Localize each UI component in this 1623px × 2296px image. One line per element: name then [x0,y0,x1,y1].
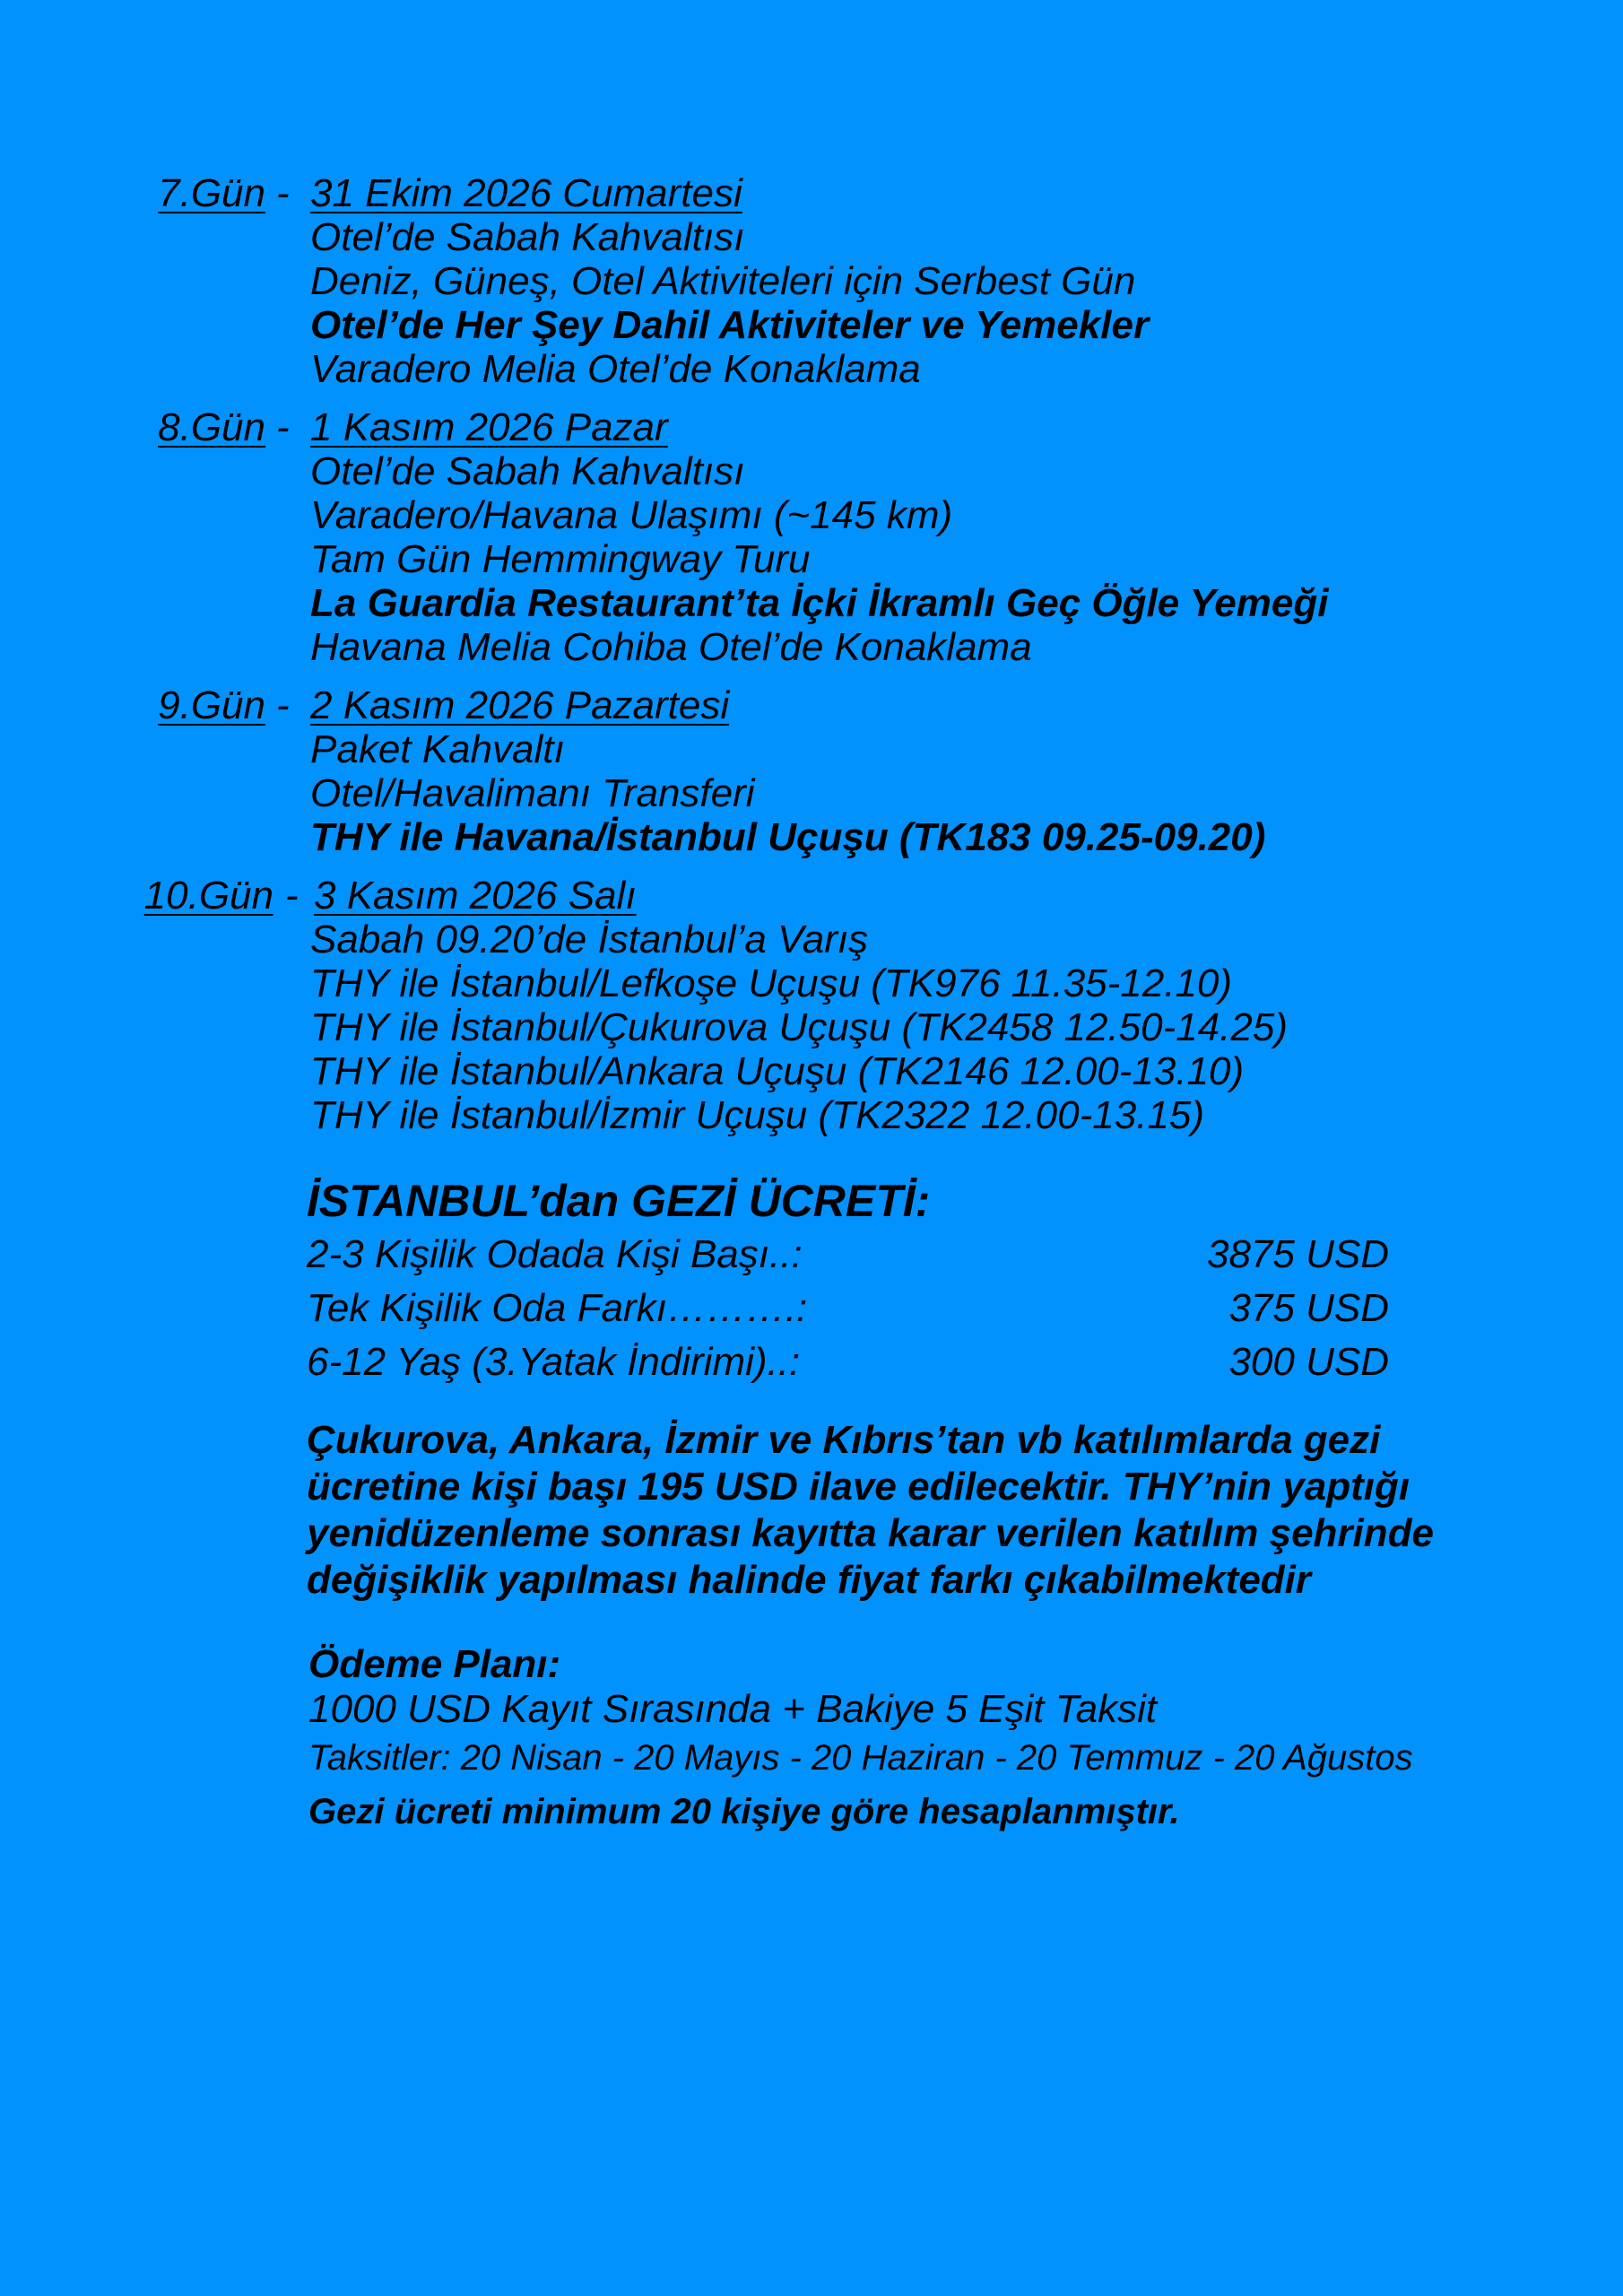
activity-line: Otel’de Sabah Kahvaltısı [310,449,745,493]
day-date: 31 Ekim 2026 Cumartesi [310,171,742,215]
day-date: 1 Kasım 2026 Pazar [310,405,668,449]
pricing-title: İSTANBUL’dan GEZİ ÜCRETİ: [307,1176,931,1226]
activity-line: THY ile İstanbul/Ankara Uçuşu (TK2146 12.00-13.10) [310,1049,1245,1093]
price-value: 300 USD [1228,1340,1389,1384]
activity-line: Deniz, Güneş, Otel Aktiviteleri için Serbest Gün [310,259,1136,303]
payment-installments-line: Taksitler: 20 Nisan - 20 Mayıs - 20 Haziran - 20 Temmuz - 20 Ağustos [308,1738,1413,1778]
day-header [0,683,1623,727]
day-number: 8.Gün [158,405,265,449]
activity-line: Otel’de Her Şey Dahil Aktiviteler ve Yemekler [310,303,1150,347]
price-row [307,1228,1598,1282]
activity-line: THY ile İstanbul/İzmir Uçuşu (TK2322 12.00-13.15) [310,1093,1204,1137]
price-value: 3875 USD [1206,1232,1389,1276]
day-activities [310,449,1601,669]
activity-line: THY ile İstanbul/Çukurova Uçuşu (TK2458 12.50-14.25) [310,1005,1288,1049]
payment-deposit-line: 1000 USD Kayıt Sırasında + Bakiye 5 Eşit Taksit [308,1687,1158,1731]
activity-line: Otel/Havalimanı Transferi [310,771,755,815]
activity-line: La Guardia Restaurant’ta İçki İkramlı Geç Öğle Yemeği [310,581,1329,625]
day-8-section [0,405,1623,669]
price-row [307,1335,1598,1389]
activity-line: THY ile Havana/İstanbul Uçuşu (TK183 09.25-09.20) [310,815,1266,859]
note-line: Çukurova, Ankara, İzmir ve Kıbrıs’tan vb katılımlarda gezi [307,1418,1381,1462]
day-date: 2 Kasım 2026 Pazartesi [310,683,730,727]
day-number: 10.Gün [143,874,273,918]
note-line: değişiklik yapılması halinde fiyat farkı çıkabilmektedir [307,1558,1312,1602]
day-date: 3 Kasım 2026 Salı [314,874,637,918]
day-7-section [0,171,1623,391]
day-9-section [0,683,1623,859]
day-dash: - [276,683,290,727]
day-dash: - [285,874,299,918]
day-header [0,405,1623,449]
activity-line: Varadero Melia Otel’de Konaklama [310,347,921,391]
activity-line: Tam Gün Hemmingway Turu [310,537,811,581]
price-label: 2-3 Kişilik Odada Kişi Başı..: [307,1232,803,1276]
price-label: Tek Kişilik Oda Farkı……….: [307,1286,808,1330]
activity-line: Havana Melia Cohiba Otel’de Konaklama [310,625,1032,669]
day-dash: - [276,171,290,215]
activity-line: Paket Kahvaltı [310,727,565,771]
day-number: 9.Gün [158,683,265,727]
price-label: 6-12 Yaş (3.Yatak İndirimi)..: [307,1340,801,1384]
regional-surcharge-note [307,1417,1598,1604]
price-row [307,1282,1598,1335]
day-activities [310,215,1601,391]
price-value: 375 USD [1228,1286,1389,1330]
day-activities [310,918,1601,1137]
activity-line: Sabah 09.20’de İstanbul’a Varış [310,918,869,961]
day-header [0,171,1623,215]
note-line: yenidüzenleme sonrası kayıtta karar verilen katılım şehrinde [307,1511,1435,1555]
day-dash: - [276,405,290,449]
payment-plan-title: Ödeme Planı: [308,1642,561,1686]
activity-line: Varadero/Havana Ulaşımı (~145 km) [310,493,953,537]
minimum-participants-line: Gezi ücreti minimum 20 kişiye göre hesaplanmıştır. [308,1792,1180,1831]
note-line: ücretine kişi başı 195 USD ilave edilecektir. THY’nin yaptığı [307,1465,1410,1509]
payment-plan-section [308,1642,1600,1839]
day-activities [310,727,1601,859]
day-header [0,874,1623,918]
day-10-section [0,874,1623,1137]
activity-line: THY ile İstanbul/Lefkoşe Uçuşu (TK976 11.35-12.10) [310,961,1233,1005]
pricing-section [307,1176,1598,1389]
activity-line: Otel’de Sabah Kahvaltısı [310,215,745,259]
day-number: 7.Gün [158,171,265,215]
